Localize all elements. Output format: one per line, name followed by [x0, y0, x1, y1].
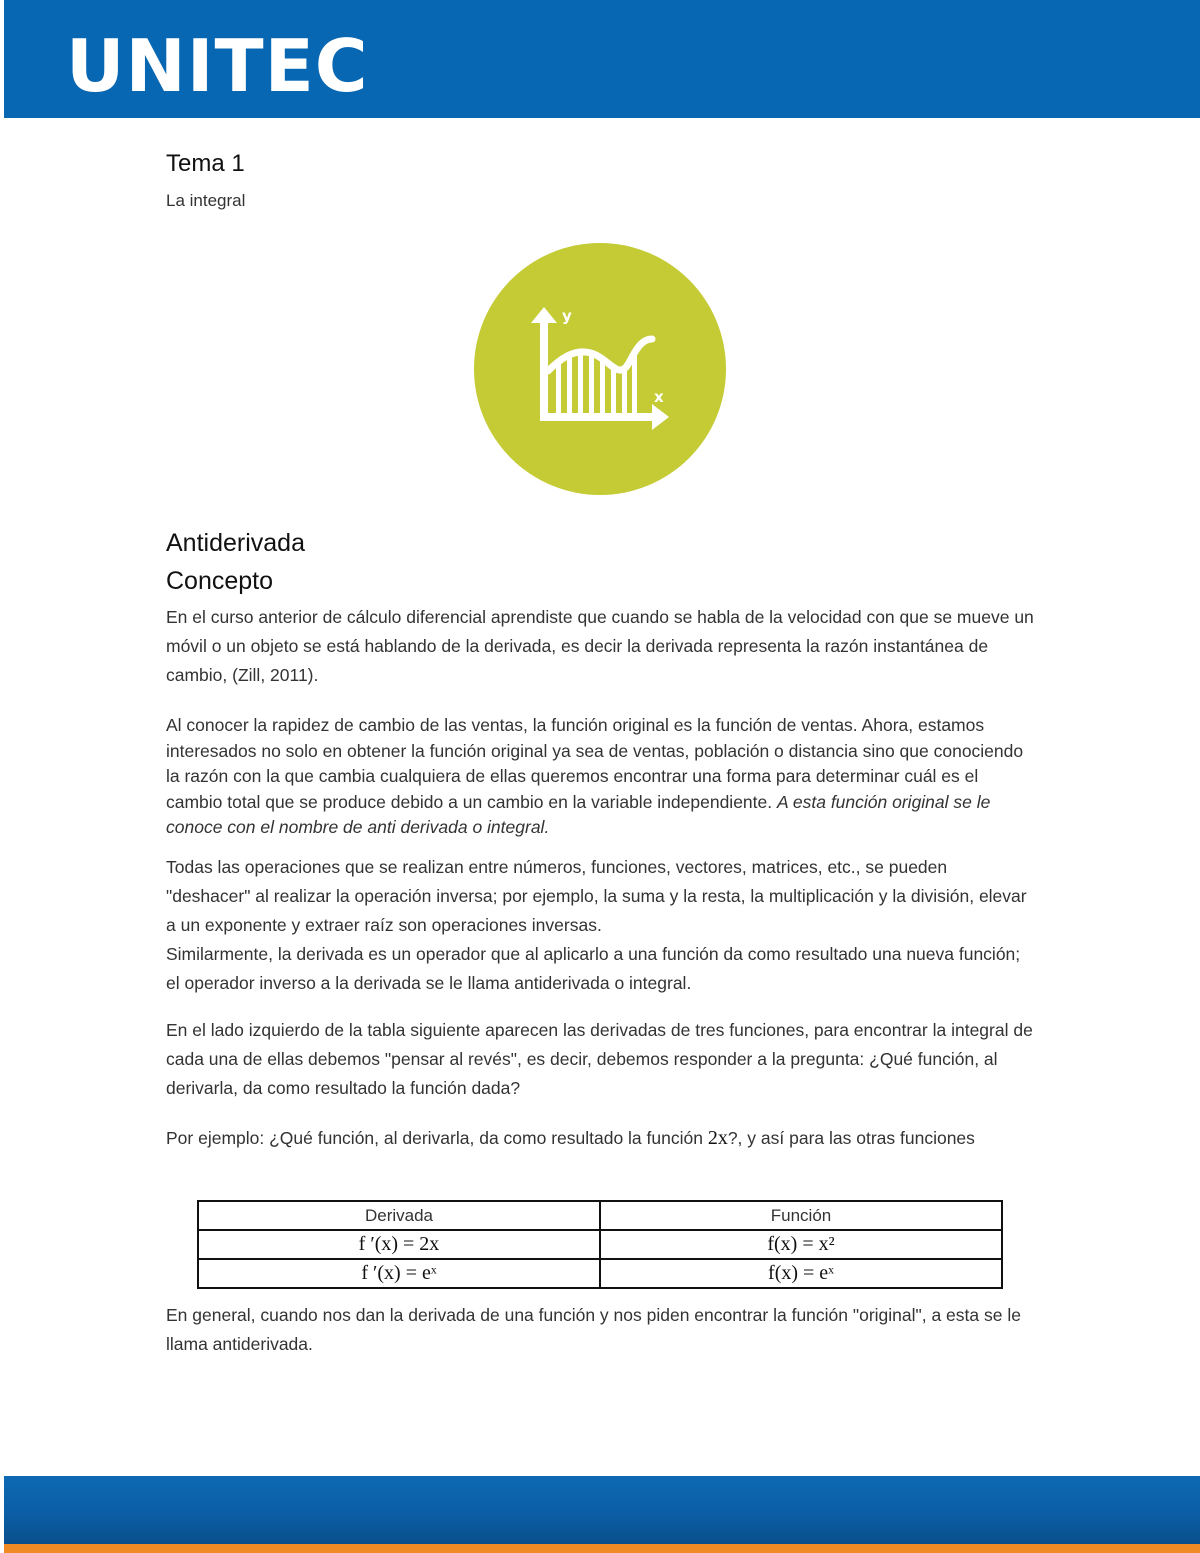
derivatives-table — [197, 1200, 1003, 1289]
x-axis-letter: x — [654, 388, 664, 406]
table-row — [198, 1230, 1002, 1259]
paragraph-3: Todas las operaciones que se realizan entre números, funciones, vectores, matrices, etc., se pueden "deshacer" al realizar la operación inversa; por ejemplo, la suma y la resta, la multiplicación y la división, elevar a un exponente y extraer raíz son operaciones inversas. — [166, 857, 1027, 935]
table-header-derivada: Derivada — [198, 1201, 600, 1230]
table-row — [198, 1259, 1002, 1288]
paragraph-6 — [166, 1124, 1036, 1153]
paragraph-5: En el lado izquierdo de la tabla siguiente aparecen las derivadas de tres funciones, para encontrar la integral de cada una de ellas debemos "pensar al revés", es decir, debemos responder a la pregunta: ¿Qué función, al derivarla, da como resultado la función dada? — [166, 1020, 1033, 1098]
table-cell-derivative: f ′(x) = eˣ — [198, 1259, 600, 1288]
table-cell-derivative: f ′(x) = 2x — [198, 1230, 600, 1259]
paragraph-2-text: Al conocer la rapidez de cambio de las ventas, la función original es la función de ventas. Ahora, estamos interesados no solo en obtener la función original ya sea de ventas, población o distancia sino que conociendo la razón con la que cambia cualquiera de ellas queremos encontrar una forma para determinar cuál es el cambio total que se produce debido a un cambio en la variable independiente. — [166, 715, 1024, 812]
paragraph-1: En el curso anterior de cálculo diferencial aprendiste que cuando se habla de la velocidad con que se mueve un móvil o un objeto se está hablando de la derivada, es decir la derivada representa la razón instantánea de cambio, (Zill, 2011). — [166, 607, 1034, 685]
unitec-logo: UNITEC — [66, 24, 369, 108]
header-bar — [4, 0, 1200, 118]
paragraph-2-italic: A esta función original se le conoce con el nombre de anti derivada o integral. — [166, 791, 991, 837]
footer-stripe — [4, 1544, 1200, 1553]
topic-subtitle: La integral — [166, 191, 246, 210]
paragraph-7: En general, cuando nos dan la derivada de una función y nos piden encontrar la función "original", a esta se le llama antiderivada. — [166, 1305, 1021, 1354]
table-header-row — [198, 1201, 1002, 1230]
table-cell-function: f(x) = eˣ — [600, 1259, 1002, 1288]
paragraph-6-text: Por ejemplo: ¿Qué función, al derivarla, da como resultado la función — [166, 1128, 708, 1148]
paragraph-2 — [166, 713, 1036, 841]
y-axis-letter: y — [562, 307, 572, 325]
paragraph-4: Similarmente, la derivada es un operador que al aplicarlo a una función da como resultado una nueva función; el operador inverso a la derivada se le llama antiderivada o integral. — [166, 944, 1021, 993]
table-header-funcion: Función — [600, 1201, 1002, 1230]
table-cell-function: f(x) = x² — [600, 1230, 1002, 1259]
integral-graph-icon — [474, 243, 726, 495]
footer-bar — [4, 1476, 1200, 1544]
topic-title: Tema 1 — [166, 150, 245, 177]
paragraph-6-text-end: ?, y así para las otras funciones — [727, 1128, 975, 1148]
section-subheading: Concepto — [166, 567, 274, 595]
paragraph-6-math: 2x — [707, 1127, 728, 1149]
section-heading: Antiderivada — [166, 529, 305, 557]
